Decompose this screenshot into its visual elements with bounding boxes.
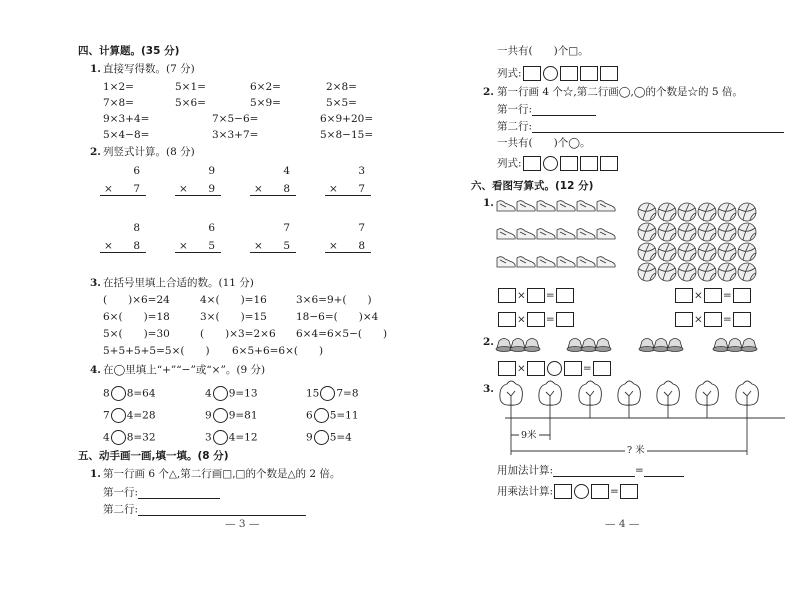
vertical-bottom: 9 [208,183,215,195]
shoe-icon [537,257,555,267]
r-q2-number: 2. [483,86,494,98]
row1-label: 第一行: [103,486,139,499]
formula-label: 列式: [497,67,522,80]
answer-box[interactable] [556,288,574,303]
operand: 9 [306,431,313,444]
volleyball-icon [718,243,736,261]
operand-result: 4=12 [228,431,258,444]
equation-row[interactable] [497,312,575,327]
equals-sign: = [582,362,592,375]
times-sign: × [179,240,188,252]
fill-item[interactable]: 6×5+6=6×( ) [232,345,324,357]
operand-result: 9=13 [228,387,258,400]
mul-calc-row[interactable] [497,484,639,499]
answer-box[interactable] [498,361,516,376]
fill-item[interactable]: 18−6=( )×4 [296,311,379,323]
calc-item[interactable]: 5×6= [175,97,206,109]
shoe-icon [577,201,595,211]
distance-unknown-label: ? 米 [627,445,645,456]
vertical-top: 6 [208,222,215,234]
equals-sign: = [722,289,732,302]
vertical-bottom: 8 [358,240,365,252]
volleyball-icon [718,223,736,241]
times-sign: × [694,313,703,326]
shoe-icon [537,201,555,211]
tree-icon [618,381,641,418]
cake-icon [667,339,683,352]
vertical-bottom: 7 [358,183,365,195]
q4-title: 在◯里填上“+”“−”或“×”。(9 分) [103,364,266,376]
calc-item[interactable]: 9×3+4= [103,113,150,125]
add-label: 用加法计算: [497,464,554,477]
operand-result: 4=28 [126,409,156,422]
operand-result: 7=8 [336,387,359,400]
times-sign: × [104,183,113,195]
operand: 7 [103,409,110,422]
equals-sign: = [545,313,555,326]
volleyball-icon [658,243,676,261]
volleyball-icon [658,223,676,241]
operand-result: 5=4 [329,431,352,444]
volleyball-icon [698,243,716,261]
answer-box[interactable] [733,288,751,303]
cake-icon [741,339,757,352]
formula-label: 列式: [497,157,522,170]
q2-number: 2. [90,146,101,158]
shoe-icon [517,257,535,267]
operand-result: 8=32 [126,431,156,444]
cake-icon [653,339,669,352]
cake-icon [567,339,583,352]
volleyball-icon [698,203,716,221]
volleyball-icon [718,203,736,221]
volleyball-icon [678,243,696,261]
fill-item[interactable]: ( )×6=24 [103,294,170,306]
vertical-top: 8 [133,222,140,234]
volleyball-icon [738,263,756,281]
volleyball-icon [678,263,696,281]
times-sign: × [254,183,263,195]
vertical-top: 7 [283,222,290,234]
row2-label: 第二行: [103,503,139,516]
equals-sign: = [545,289,555,302]
cake-icon [581,339,597,352]
shoe-icon [597,229,615,239]
operand: 3 [205,431,212,444]
answer-box[interactable] [498,288,516,303]
answer-box[interactable] [675,288,693,303]
section4-title: 四、计算题。(35 分) [78,45,180,57]
shoe-icon [577,257,595,267]
vertical-bottom: 5 [283,240,290,252]
q1-number: 1. [90,63,101,75]
section5-title: 五、动手画一画,填一填。(8 分) [78,450,229,462]
answer-box[interactable] [704,288,722,303]
calc-item[interactable]: 5×9= [250,97,281,109]
volleyball-icon [638,243,656,261]
operand: 8 [103,387,110,400]
answer-box[interactable] [556,312,574,327]
operand-result: 8=64 [126,387,156,400]
add-calc-row[interactable] [497,464,684,477]
cake-icon [595,339,611,352]
tree-icon [736,381,759,418]
answer-blank[interactable] [644,464,684,477]
calc-item[interactable]: 3×3+7= [212,129,259,141]
volleyball-icon [698,263,716,281]
tree-icon [579,381,602,418]
s6-q1-number: 1. [483,197,494,209]
answer-box[interactable] [591,484,609,499]
shoe-icon [497,257,515,267]
operand: 9 [205,409,212,422]
vertical-top: 9 [208,165,215,177]
vertical-top: 6 [133,165,140,177]
equation-row[interactable] [497,361,612,376]
operator-circle[interactable] [574,484,589,499]
vertical-top: 3 [358,165,365,177]
vertical-bottom: 8 [283,183,290,195]
operand-result: 9=81 [228,409,258,422]
calc-item[interactable]: 5×4−8= [103,129,150,141]
q4-number: 4. [90,364,101,376]
times-sign: × [179,183,188,195]
equals-sign: = [722,313,732,326]
page-number-right: — 4 — [605,518,640,530]
equals-sign: = [610,485,619,498]
fill-item[interactable]: 6×4=6×5−( ) [296,328,388,340]
answer-box[interactable] [498,312,516,327]
section6-title: 六、看图写算式。(12 分) [471,180,594,192]
answer-box[interactable] [593,361,611,376]
tree-icon [500,381,523,418]
operand: 15 [306,387,320,400]
times-sign: × [329,240,338,252]
operand: 4 [103,431,110,444]
vertical-bottom: 5 [208,240,215,252]
calc-item[interactable]: 5×8−15= [320,129,374,141]
volleyball-icon [738,243,756,261]
answer-box[interactable] [675,312,693,327]
vertical-top: 4 [283,165,290,177]
tree-icon [696,381,719,418]
shoe-icon [517,229,535,239]
answer-box[interactable] [620,484,638,499]
times-sign: × [517,289,526,302]
cake-icon [727,339,743,352]
volleyball-icon [678,203,696,221]
page-number-left: — 3 — [225,518,260,530]
equation-row[interactable] [674,288,752,303]
volleyball-icon [718,263,736,281]
operand-result: 5=11 [329,409,359,422]
volleyball-icon [738,223,756,241]
calc-item[interactable]: 6×2= [250,81,281,93]
fill-item[interactable]: 3×( )=15 [200,311,267,323]
volleyball-icon [638,263,656,281]
answer-box[interactable] [527,288,545,303]
answer-box[interactable] [564,361,582,376]
answer-box[interactable] [527,361,545,376]
calc-item[interactable]: 6×9+20= [320,113,374,125]
fill-item[interactable]: 5×( )=30 [103,328,170,340]
fill-item[interactable]: 5+5+5+5=5×( ) [103,345,210,357]
calc-item[interactable]: 5×1= [175,81,206,93]
calc-item[interactable]: 7×5−6= [212,113,259,125]
s5-q1-text: 第一行画 6 个△,第二行画□,□的个数是△的 2 倍。 [103,468,341,480]
volleyball-icon [638,223,656,241]
cake-icon [496,339,512,352]
fill-item[interactable]: 4×( )=16 [200,294,267,306]
operand: 4 [205,387,212,400]
volleyball-icon [638,203,656,221]
tree-icon [539,381,562,418]
operator-circle[interactable] [547,361,562,376]
s6-q3-number: 3. [483,383,494,395]
answer-box[interactable] [733,312,751,327]
answer-box[interactable] [554,484,572,499]
shoe-icon [557,201,575,211]
q1-title: 直接写得数。(7 分) [103,63,195,75]
fill-item[interactable]: 6×( )=18 [103,311,170,323]
volleyball-icon [698,223,716,241]
equation-row[interactable] [497,288,575,303]
cake-icon [510,339,526,352]
s5-q1-number: 1. [90,468,101,480]
shoe-icon [577,229,595,239]
shoe-icon [597,201,615,211]
row2-label: 第二行: [497,120,533,133]
shoe-icon [597,257,615,267]
vertical-bottom: 8 [133,240,140,252]
calc-item[interactable]: 2×8= [326,81,357,93]
shoe-icon [517,201,535,211]
volleyball-icon [658,203,676,221]
cake-icon [713,339,729,352]
q2-title: 列竖式计算。(8 分) [103,146,195,158]
cake-icon [524,339,540,352]
fill-item[interactable]: ( )×3=2×6 [200,328,276,340]
q3-title: 在括号里填上合适的数。(11 分) [103,277,254,289]
times-sign: × [254,240,263,252]
answer-blank[interactable] [553,464,635,477]
distance-9m-label: 9米 [521,430,537,441]
shoe-icon [557,257,575,267]
shoe-icon [497,229,515,239]
r-q2-text: 第一行画 4 个☆,第二行画◯,◯的个数是☆的 5 倍。 [497,86,743,98]
times-sign: × [517,362,526,375]
calc-item[interactable]: 5×5= [326,97,357,109]
row1-label: 第一行: [497,103,533,116]
times-sign: × [329,183,338,195]
calc-item[interactable]: 1×2= [103,81,134,93]
calc-item[interactable]: 7×8= [103,97,134,109]
operand: 6 [306,409,313,422]
tree-icon [657,381,680,418]
volleyball-icon [658,263,676,281]
answer-box[interactable] [704,312,722,327]
shoe-icon [537,229,555,239]
answer-box[interactable] [527,312,545,327]
times-sign: × [104,240,113,252]
q3-number: 3. [90,277,101,289]
total-squares-text[interactable]: 一共有( )个□。 [497,45,589,57]
times-sign: × [517,313,526,326]
cake-icon [639,339,655,352]
times-sign: × [694,289,703,302]
s6-q2-number: 2. [483,336,494,348]
shoe-icon [497,201,515,211]
volleyball-icon [678,223,696,241]
shoe-icon [557,229,575,239]
vertical-bottom: 7 [133,183,140,195]
mul-label: 用乘法计算: [497,485,554,498]
equation-row[interactable] [674,312,752,327]
vertical-top: 7 [358,222,365,234]
volleyball-icon [738,203,756,221]
fill-item[interactable]: 3×6=9+( ) [296,294,372,306]
total-circles-text[interactable]: 一共有( )个◯。 [497,137,591,149]
equals-sign: = [635,464,644,477]
